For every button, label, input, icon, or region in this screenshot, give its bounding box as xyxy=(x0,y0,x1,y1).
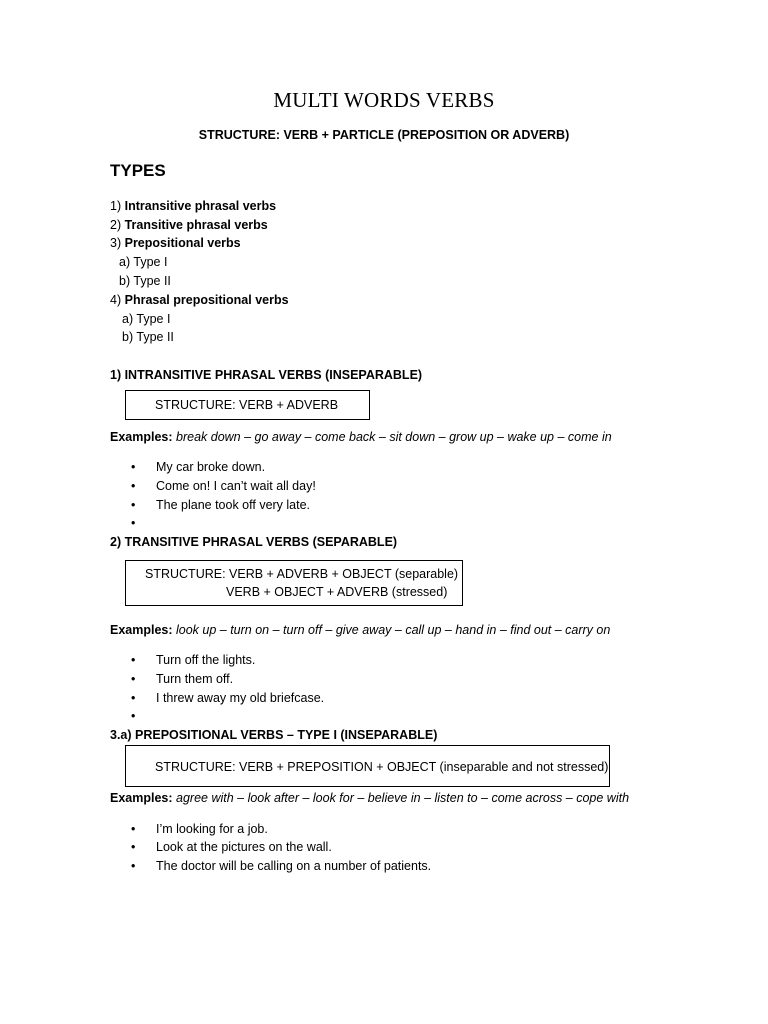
type-list-item: 3) Prepositional verbs xyxy=(110,236,241,250)
bullet-icon: • xyxy=(131,653,136,667)
type-list-subitem: b) Type II xyxy=(122,330,174,344)
bullet-icon: • xyxy=(131,672,136,686)
bullet-icon: • xyxy=(131,498,136,512)
section-heading: 1) INTRANSITIVE PHRASAL VERBS (INSEPARABLE) xyxy=(110,368,423,382)
bullet-icon: • xyxy=(131,516,136,530)
bullet-icon: • xyxy=(131,822,136,836)
structure-line: STRUCTURE: VERB + ADVERB + OBJECT (separable) xyxy=(145,567,459,581)
types-heading: TYPES xyxy=(110,161,166,180)
structure-line: VERB + OBJECT + ADVERB (stressed) xyxy=(226,585,448,599)
section-heading: 3.a) PREPOSITIONAL VERBS – TYPE I (INSEPARABLE) xyxy=(110,728,438,742)
examples-line: Examples: look up – turn on – turn off – give away – call up – hand in – find out – carry on xyxy=(110,623,611,637)
structure-line: STRUCTURE: VERB + ADVERB xyxy=(155,398,339,412)
structure-line: STRUCTURE: VERB + PREPOSITION + OBJECT (inseparable and not stressed) xyxy=(155,760,609,774)
bullet-icon: • xyxy=(131,840,136,854)
bullet-icon: • xyxy=(131,479,136,493)
page-title: MULTI WORDS VERBS xyxy=(273,88,495,112)
bullet-icon: • xyxy=(131,460,136,474)
type-list-item: 4) Phrasal prepositional verbs xyxy=(110,293,289,307)
type-list-item: 2) Transitive phrasal verbs xyxy=(110,218,268,232)
examples-line: Examples: agree with – look after – look for – believe in – listen to – come across – cope with xyxy=(110,791,630,805)
bullet-icon: • xyxy=(131,859,136,873)
section-heading: 2) TRANSITIVE PHRASAL VERBS (SEPARABLE) xyxy=(110,535,398,549)
type-list-item: 1) Intransitive phrasal verbs xyxy=(110,199,277,213)
bullet-icon: • xyxy=(131,709,136,723)
examples-line: Examples: break down – go away – come back – sit down – grow up – wake up – come in xyxy=(110,430,612,444)
page-subtitle: STRUCTURE: VERB + PARTICLE (PREPOSITION OR ADVERB) xyxy=(198,128,570,142)
type-list-subitem: a) Type I xyxy=(122,312,171,326)
type-list-subitem: a) Type I xyxy=(119,255,168,269)
type-list-subitem: b) Type II xyxy=(119,274,171,288)
bullet-icon: • xyxy=(131,691,136,705)
